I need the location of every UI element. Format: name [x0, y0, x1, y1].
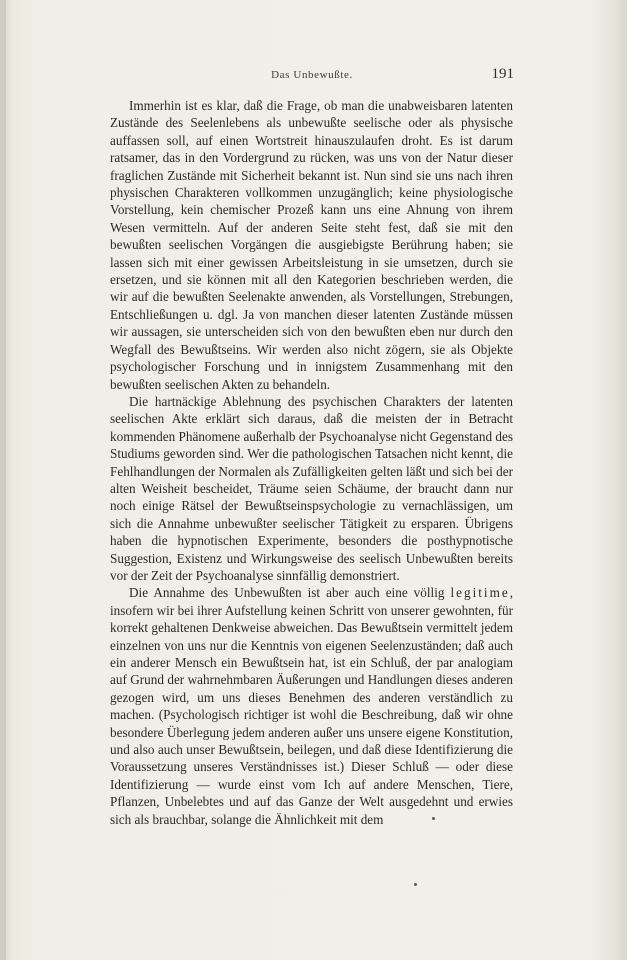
paragraph-3-text-end: , insofern wir bei ihrer Aufstellung keinen Schritt von unserer gewohnten, für korrekt gehaltenen Denkweise abweichen. Das Bewußtsein vermittelt jedem einzelnen von uns nur die Kenntnis von eigenen Seelenzuständen; daß auch ein anderer Mensch ein Bewußtsein hat, ist ein Schluß, der par analogiam auf Grund der wahrnehmbaren Äußerungen und Handlungen dieses anderen gezogen wird, um uns dieses Benehmen des anderen verständlich zu machen. (Psychologisch richtiger ist wohl die Beschreibung, daß wir ohne besondere Überlegung jedem anderen außer uns unsere eigene Konstitution, und also auch unser Bewußtsein, beilegen, und daß diese Identifizierung die Voraussetzung unseres Verständnisses ist.) Dieser Schluß — oder diese Identifizierung — wurde einst vom Ich auf andere Menschen, Tiere, Pflanzen, Unbelebtes und auf das Ganze der Welt ausgedehnt und erwies sich als brauchbar, solange die Ähnlichkeit mit dem — [110, 585, 513, 827]
running-title: Das Unbewußte. — [271, 69, 353, 81]
page-header — [110, 66, 514, 88]
paragraph-3 — [110, 584, 513, 828]
ink-speck — [432, 817, 435, 820]
paragraph-2 — [110, 393, 513, 584]
ink-speck — [414, 883, 417, 886]
paragraph-3-text-start: Die Annahme des Unbewußten ist aber auch eine völlig — [129, 585, 451, 601]
scan-edge — [0, 0, 6, 960]
body-text — [110, 97, 513, 828]
emphasized-word: legitime — [450, 585, 510, 601]
paragraph-1 — [110, 97, 513, 393]
paragraph-2-text: Die hartnäckige Ablehnung des psychischen Charakters der latenten seelischen Akte erklärt sich daraus, daß die meisten der in Betracht kommenden Phänomene außerhalb der Psychoanalyse nicht Gegenstand des Studiums geworden sind. Wer die pathologischen Tatsachen nicht kennt, die Fehlhandlungen der Normalen als Zufälligkeiten gelten läßt und sich bei der alten Weisheit bescheidet, Träume seien Schäume, der braucht dann nur noch einige Rätsel der Bewußtseinspsychologie zu vernachlässigen, um sich die Annahme unbewußter seelischer Tätigkeit zu ersparen. Übrigens haben die hypnotischen Experimente, besonders die posthypnotische Suggestion, Existenz und Wirkungsweise des seelisch Unbewußten bereits vor der Zeit der Psychoanalyse sinnfällig demonstriert. — [110, 393, 513, 583]
paragraph-1-text: Immerhin ist es klar, daß die Frage, ob man die unabweisbaren latenten Zustände des Seelenlebens als unbewußte seelische oder als physische auffassen soll, auf einen Wortstreit hinauszulaufen droht. Es ist darum ratsamer, das in den Vordergrund zu rücken, was uns von der Natur dieser fraglichen Zustände mit Sicherheit bekannt ist. Nun sind sie uns nach ihren physischen Charakteren vollkommen unzugänglich; keine physiologische Vorstellung, kein chemischer Prozeß kann uns eine Ahnung von ihrem Wesen vermitteln. Auf der anderen Seite steht fest, daß sie mit den bewußten seelischen Vorgängen die ausgiebigste Berührung haben; sie lassen sich mit einer gewissen Arbeitsleistung in sie umsetzen, durch sie ersetzen, und sie können mit all den Kategorien beschrieben werden, die wir auf die bewußten Seelenakte anwenden, als Vorstellungen, Strebungen, Entschließungen u. dgl. Ja von manchen dieser latenten Zustände müssen wir aussagen, sie unterscheiden sich von den bewußten eben nur durch den Wegfall des Bewußtseins. Wir werden also nicht zögern, sie als Objekte psychologischer Forschung und in innigstem Zusammenhang mit den bewußten seelischen Akten zu behandeln. — [110, 98, 513, 392]
page-number: 191 — [491, 66, 514, 82]
